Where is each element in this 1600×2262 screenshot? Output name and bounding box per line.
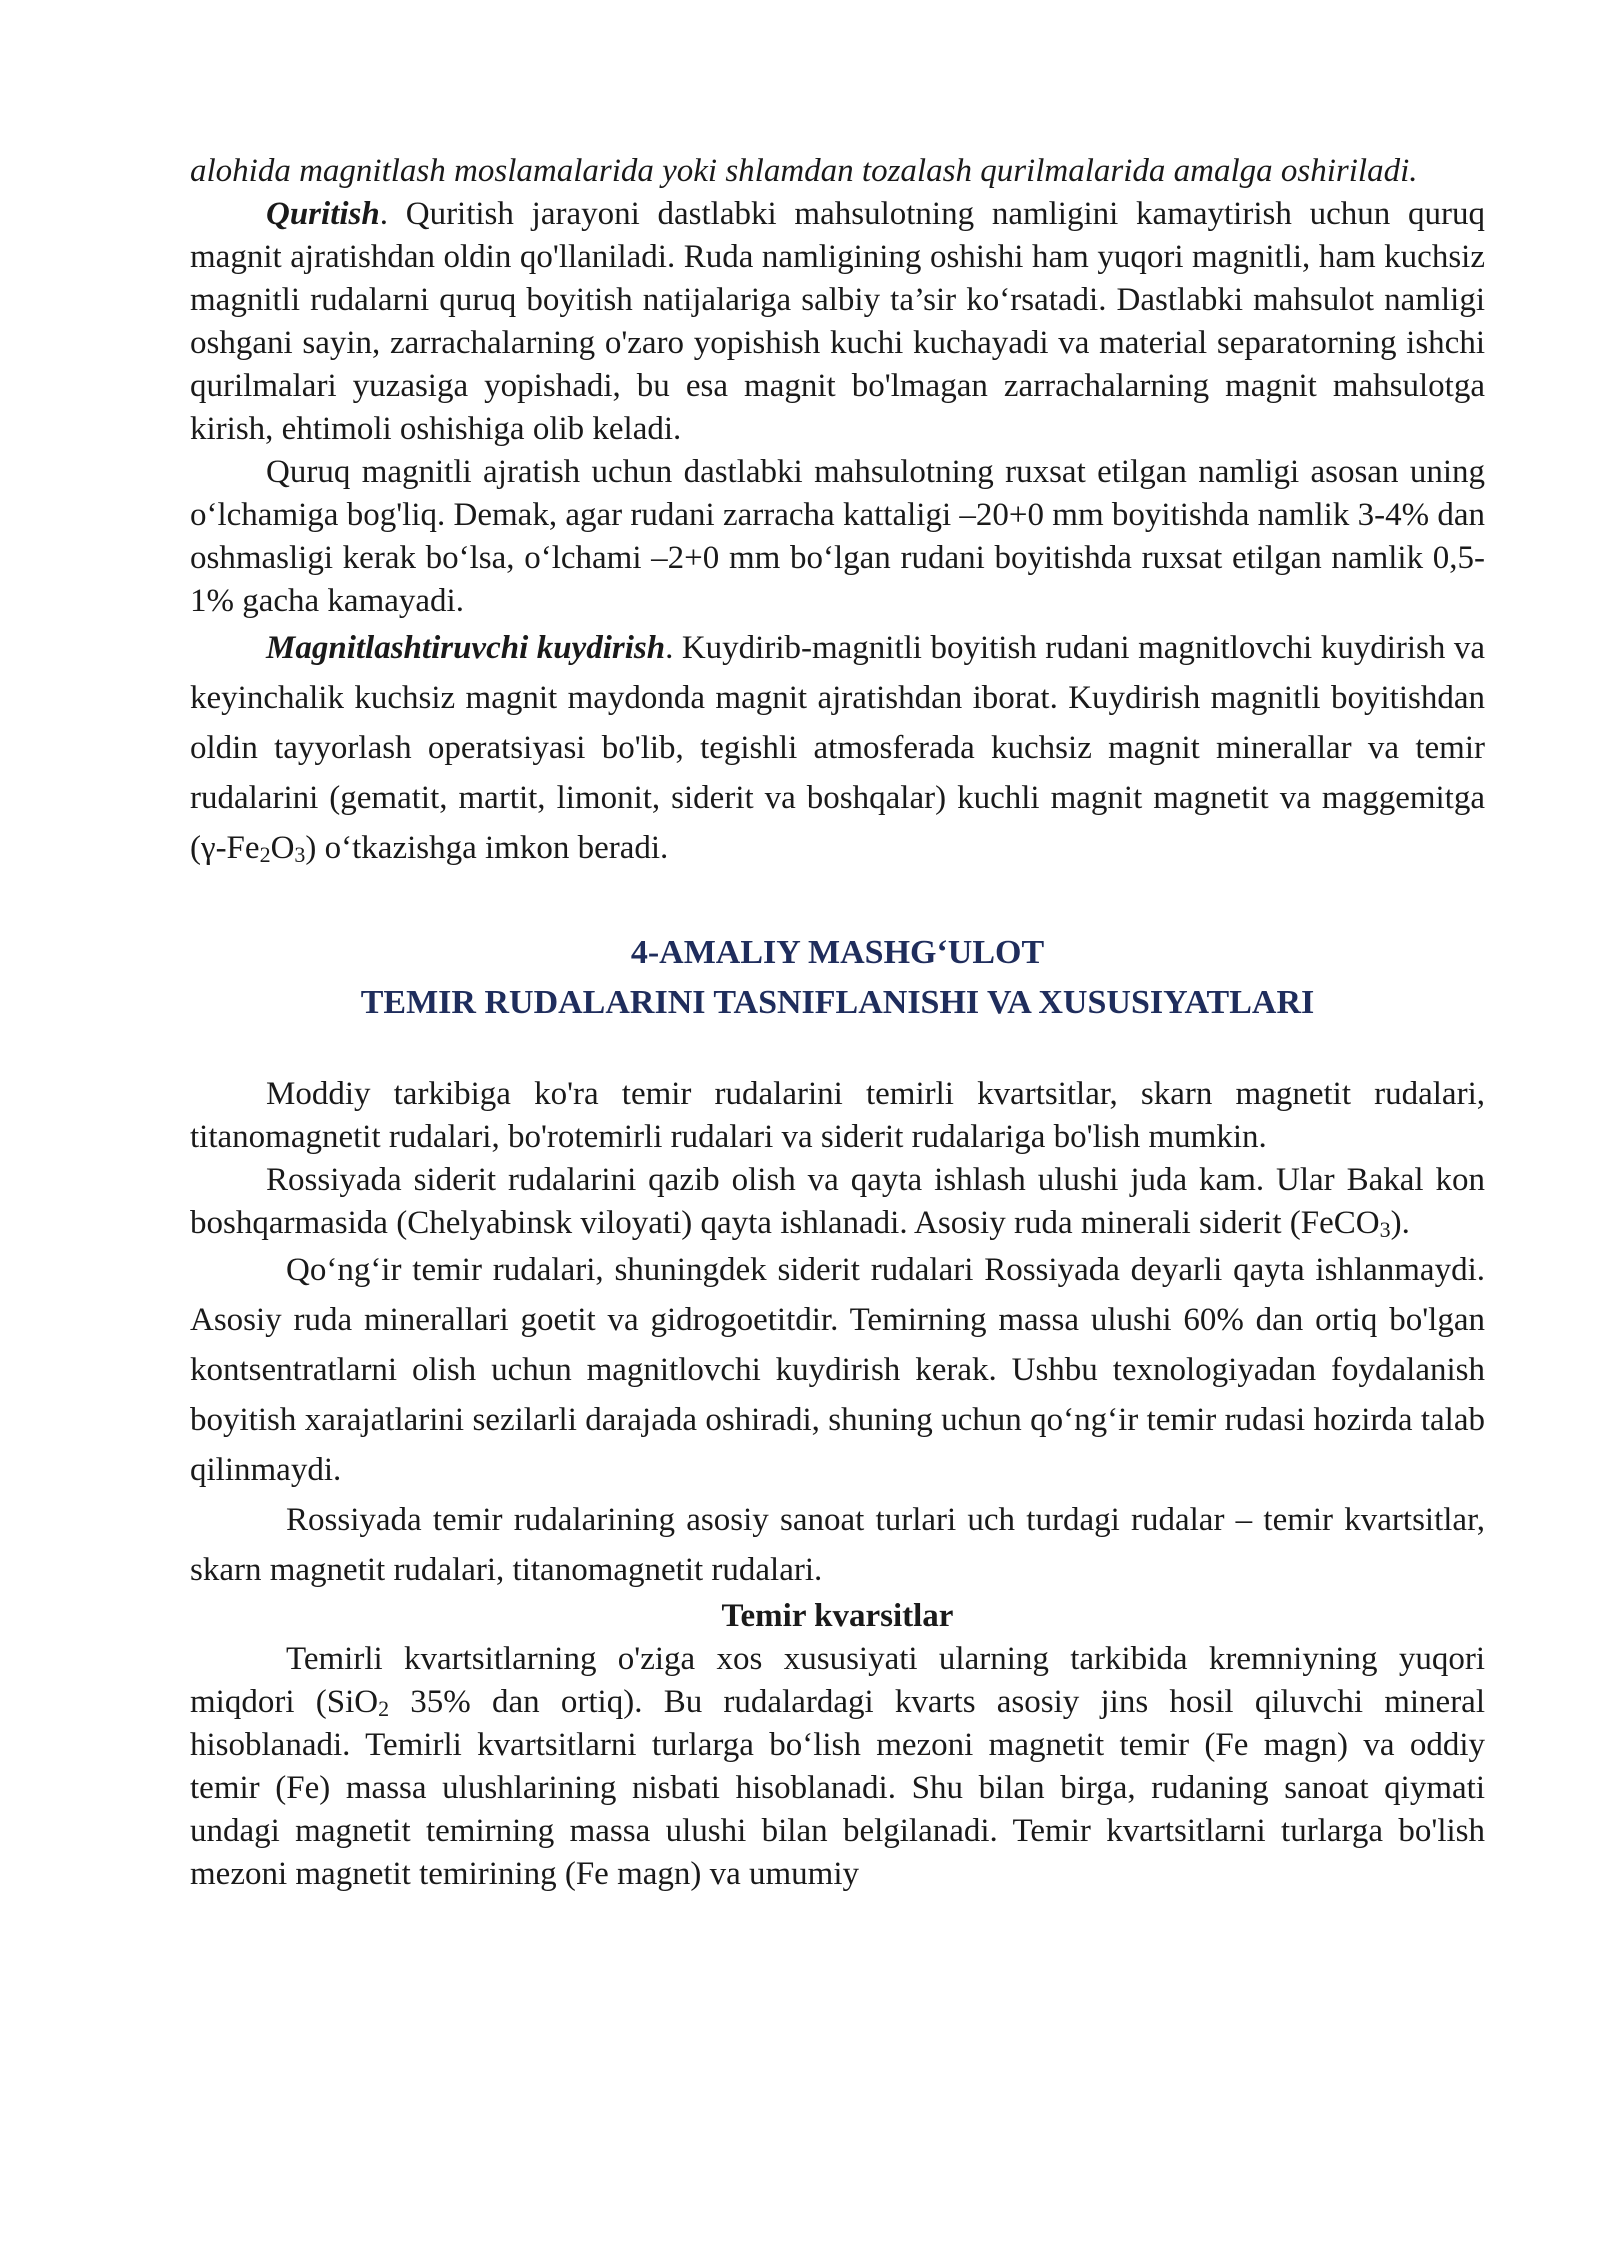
- paragraph-text: ) oʻtkazishga imkon beradi.: [305, 830, 669, 866]
- paragraph-continuation: [190, 150, 1485, 193]
- paragraph-kvartsitlar: [190, 1638, 1485, 1896]
- paragraph-text: Rossiyada siderit rudalarini qazib olish va qayta ishlash ulushi juda kam. Ular Bakal kon boshqarmasida (Chelyabinsk viloyati) qayta ishlanadi. Asosiy ruda minerali siderit (FeCO: [190, 1162, 1485, 1241]
- subheading-temir-kvarsitlar: Temir kvarsitlar: [721, 1598, 954, 1634]
- term-quritish: Quritish: [266, 196, 380, 232]
- paragraph-text: . Kuydirib-magnitli boyitish rudani magnitlovchi kuydirish va keyinchalik kuchsiz magnit maydonda magnit ajratishdan iborat. Kuydirish magnitli boyitishdan oldin tayyorlash operatsiyasi bo'lib, tegishli atmosferada kuchsiz magnit minerallar va temir rudalarini (gematit, martit, limonit, siderit va boshqalar) kuchli magnit magnetit va maggemitga (γ-Fe: [190, 630, 1485, 866]
- paragraph-text: Temirli kvartsitlarning o'ziga xos xususiyati ularning tarkibida kremniyning yuqori miqdori (SiO: [190, 1641, 1485, 1720]
- paragraph-text: Quruq magnitli ajratish uchun dastlabki mahsulotning ruxsat etilgan namligi asosan uning oʻlchamiga bog'liq. Demak, agar rudani zarracha kattaligi –20+0 mm boyitishda namlik 3-4% dan oshmasligi kerak boʻlsa, oʻlchami –2+0 mm boʻlgan rudani boyitishda ruxsat etilgan namlik 0,5-1% gacha kamayadi.: [190, 454, 1485, 619]
- paragraph-moddiy-tarkib: [190, 1073, 1485, 1159]
- term-magnitlashtiruvchi-kuydirish: Magnitlashtiruvchi kuydirish: [266, 630, 666, 666]
- subscript: 2: [378, 1696, 390, 1721]
- paragraph-text: Qoʻngʻir temir rudalari, shuningdek siderit rudalari Rossiyada deyarli qayta ishlanmaydi. Asosiy ruda minerallari goetit va gidrogoetitdir. Temirning massa ulushi 60% dan ortiq bo'lgan kontsentratlarni olish uchun magnitlovchi kuydirish kerak. Ushbu texnologiyadan foydalanish boyitish xarajatlarini sezilarli darajada oshiradi, shuning uchun qoʻngʻir temir rudasi hozirda talab qilinmaydi.: [190, 1252, 1485, 1488]
- paragraph-kuydirish: [190, 623, 1485, 873]
- paragraph-text: O: [270, 830, 295, 866]
- paragraph-text: alohida magnitlash moslamalarida yoki shlamdan tozalash qurilmalarida amalga oshiriladi.: [190, 153, 1418, 189]
- heading-line-2: TEMIR RUDALARINI TASNIFLANISHI VA XUSUSIYATLARI: [360, 984, 1315, 1021]
- paragraph-text: Rossiyada temir rudalarining asosiy sanoat turlari uch turdagi rudalar – temir kvartsitlar, skarn magnetit rudalari, titanomagnetit rudalari.: [190, 1502, 1485, 1588]
- paragraph-sanoat-turlari: [190, 1495, 1485, 1595]
- subscript: 3: [294, 842, 306, 867]
- paragraph-ruxsat-namlik: [190, 451, 1485, 623]
- document-page: [190, 150, 1485, 1896]
- paragraph-text: . Quritish jarayoni dastlabki mahsulotning namligini kamaytirish uchun quruq magnit ajratishdan oldin qo'llaniladi. Ruda namligining oshishi ham yuqori magnitli, ham kuchsiz magnitli rudalarni quruq boyitish natijalariga salbiy ta’sir koʻrsatadi. Dastlabki mahsulot namligi oshgani sayin, zarrachalarning o'zaro yopishish kuchi kuchayadi va material separatorning ishchi qurilmalari yuzasiga yopishadi, bu esa magnit bo'lmagan zarrachalarning magnit mahsulotga kirish, ehtimoli oshishiga olib keladi.: [190, 196, 1485, 447]
- paragraph-qongir: [190, 1245, 1485, 1495]
- paragraph-siderit: [190, 1159, 1485, 1245]
- paragraph-text: Moddiy tarkibiga ko'ra temir rudalarini temirli kvartsitlar, skarn magnetit rudalari, titanomagnetit rudalari, bo'rotemirli rudalari va siderit rudalariga bo'lish mumkin.: [190, 1076, 1485, 1155]
- subscript: 3: [1379, 1217, 1391, 1242]
- paragraph-quritish: [190, 193, 1485, 451]
- heading-line-1: 4-AMALIY MASHGʻULOT: [630, 934, 1045, 971]
- section-heading: [190, 928, 1485, 1028]
- paragraph-text: 35% dan ortiq). Bu rudalardagi kvarts asosiy jins hosil qiluvchi mineral hisoblanadi. Temirli kvartsitlarni turlarga boʻlish mezoni magnetit temir (Fe magn) va oddiy temir (Fe) massa ulushlarining nisbati hisoblanadi. Shu bilan birga, rudaning sanoat qiymati undagi magnetit temirning massa ulushi bilan belgilanadi. Temir kvartsitlarni turlarga bo'lish mezoni magnetit temirining (Fe magn) va umumiy: [190, 1684, 1485, 1892]
- paragraph-text: ).: [1390, 1205, 1410, 1241]
- subscript: 2: [259, 842, 271, 867]
